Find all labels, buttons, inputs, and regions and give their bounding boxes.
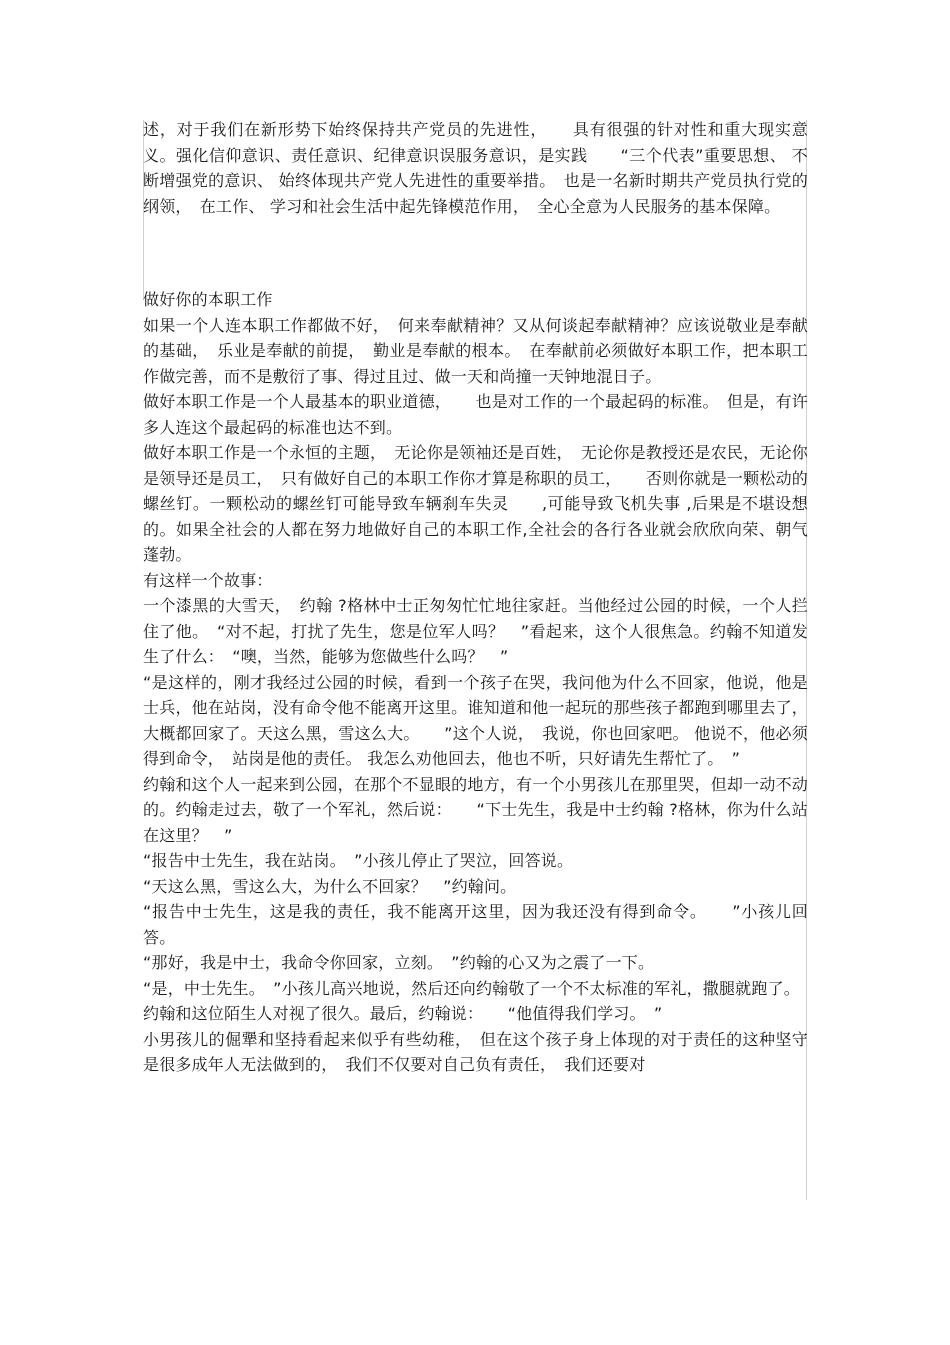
dialogue-line: “报告中士先生，这是我的责任，我不能离开这里，因为我还没有得到命令。 ”小孩儿回答。 xyxy=(143,902,808,947)
dialogue-line: “那好，我是中士，我命令你回家，立刻。 ”约翰的心又为之震了一下。 xyxy=(143,953,655,972)
body-paragraph: 做好本职工作是一个人最基本的职业道德， 也是对工作的一个最起码的标准。 但是，有许多人连这个最起码的标准也达不到。 xyxy=(143,392,808,437)
body-paragraph: 如果一个人连本职工作都做不好， 何来奉献精神？又从何谈起奉献精神？应该说敬业是奉献的基础， 乐业是奉献的前提， 勤业是奉献的根本。 在奉献前必须做好本职工作，把本职工作做完善，而不是敷衍了事、得过且过、做一天和尚撞一天钟地混日子。 xyxy=(143,315,808,386)
dialogue-line: “是，中士先生。 ”小孩儿高兴地说，然后还向约翰敬了一个不太标准的军礼，撒腿就跑了。 xyxy=(143,978,800,998)
story-paragraph: 约翰和这位陌生人对视了很久。最后，约翰说： “他值得我们学习。 ” xyxy=(143,1004,663,1023)
story-paragraph: “是这样的，刚才我经过公园的时候，看到一个孩子在哭，我问他为什么不回家，他说，他是士兵，他在站岗，没有命令他不能离开这里。谁知道和他一起玩的那些孩子都跑到哪里去了，大概都回家了。天这么黑，雪这么大。 ”这个人说， 我说，你也回家吧。 他说不，他必须得到命令， 站岗是他的责任。 我怎么劝他回去，他也不听，只好请先生帮忙了。 ” xyxy=(143,672,808,768)
document-body xyxy=(143,117,808,1078)
body-paragraph: 小男孩儿的倔犟和坚持看起来似乎有些幼稚， 但在这个孩子身上体现的对于责任的这种坚守是很多成年人无法做到的， 我们不仅要对自己负有责任， 我们还要对 xyxy=(143,1029,808,1074)
body-paragraph: 有这样一个故事： xyxy=(143,570,273,590)
story-paragraph: 一个漆黑的大雪天， 约翰 ?格林中士正匆匆忙忙地往家赶。当他经过公园的时候，一个人拦住了他。 “对不起，打扰了先生，您是位军人吗？ ”看起来，这个人很焦急。约翰不知道发生了什么： “噢，当然，能够为您做些什么吗？ ” xyxy=(143,596,808,666)
intro-paragraph: 述，对于我们在新形势下始终保持共产党员的先进性， 具有很强的针对性和重大现实意义。强化信仰意识、责任意识、纪律意识误服务意识，是实践 “三个代表”重要思想、 不断增强党的意识、 始终体现共产党人先进性的重要举措。 也是一名新时期共产党员执行党的纲领， 在工作、 学习和社会生活中起先锋模范作用， 全心全意为人民服务的基本保障。 xyxy=(143,120,808,216)
dialogue-line: “天这么黑，雪这么大，为什么不回家？ ”约翰问。 xyxy=(143,876,517,896)
story-paragraph: 约翰和这个人一起来到公园，在那个不显眼的地方，有一个小男孩儿在那里哭，但却一动不动的。约翰走过去，敬了一个军礼，然后说： “下士先生，我是中士约翰 ?格林，你为什么站在这里？ ” xyxy=(143,774,808,845)
body-paragraph: 做好本职工作是一个永恒的主题， 无论你是领袖还是百姓， 无论你是教授还是农民，无论你是领导还是员工， 只有做好自己的本职工作你才算是称职的员工， 否则你就是一颗松动的螺丝钉。一颗松动的螺丝钉可能导致车辆刹车失灵 ,可能导致飞机失事 ,后果是不堪设想的。如果全社会的人都在努力地做好自己的本职工作,全社会的各行各业就会欣欣向荣、朝气蓬勃。 xyxy=(143,443,808,564)
dialogue-line: “报告中士先生，我在站岗。 ”小孩儿停止了哭泣，回答说。 xyxy=(143,851,574,870)
section-heading: 做好你的本职工作 xyxy=(143,290,273,309)
